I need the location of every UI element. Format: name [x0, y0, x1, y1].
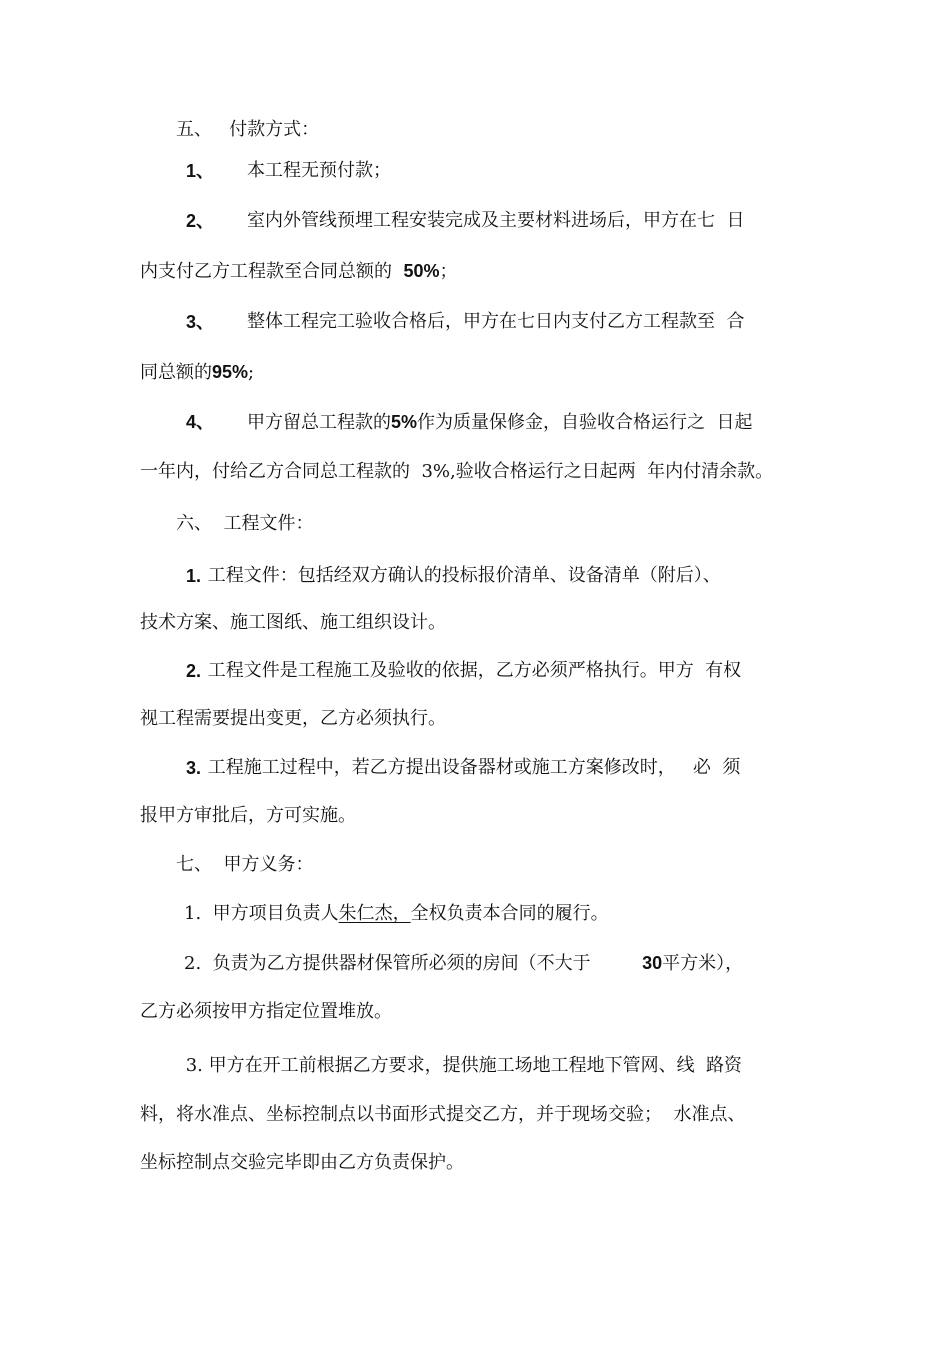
item-6-2-line-1: 工程文件是工程施工及验收的依据，乙方必须严格执行。甲方 有权 — [202, 660, 742, 681]
item-6-2-number: 2. — [186, 661, 202, 681]
item-6-3-line-2: 报甲方审批后，方可实施。 — [140, 805, 356, 826]
item-5-3-number: 3、 — [186, 312, 215, 332]
item-5-1-text: 本工程无预付款； — [247, 160, 391, 181]
section-6-title: 六、 工程文件： — [176, 513, 314, 534]
item-5-1-number: 1、 — [186, 161, 215, 181]
section-5-title: 五、 付款方式： — [176, 119, 320, 140]
item-7-2-line-2: 乙方必须按甲方指定位置堆放。 — [140, 1001, 392, 1022]
item-6-1-line-1: 工程文件：包括经双方确认的投标报价清单、设备清单（附后）、 — [202, 565, 721, 586]
item-5-3-line-2: 同总额的95%; — [140, 362, 255, 383]
item-7-3-line-2: 料，将水准点、坐标控制点以书面形式提交乙方，并于现场交验； 水准点、 — [140, 1104, 746, 1125]
item-7-1: 1. 甲方项目负责人朱仁杰，全权负责本合同的履行。 — [184, 903, 609, 924]
item-7-3-line-1: 3. 甲方在开工前根据乙方要求，提供施工场地工程地下管网、线 路资 — [180, 1055, 743, 1076]
item-6-3-line-1: 工程施工过程中，若乙方提出设备器材或施工方案修改时， 必 须 — [202, 757, 741, 778]
section-7-title: 七、 甲方义务： — [176, 854, 314, 875]
item-7-3-line-3: 坐标控制点交验完毕即由乙方负责保护。 — [140, 1152, 464, 1173]
item-6-2-line-2: 视工程需要提出变更，乙方必须执行。 — [140, 708, 446, 729]
item-5-2-line-2: 内支付乙方工程款至合同总额的 50%； — [140, 261, 458, 282]
item-6-1-number: 1. — [186, 566, 202, 586]
item-5-4-line-1: 甲方留总工程款的5%作为质量保修金，自验收合格运行之 日起 — [247, 412, 753, 433]
item-5-3-line-1: 整体工程完工验收合格后，甲方在七日内支付乙方工程款至 合 — [247, 311, 745, 332]
item-6-3-number: 3. — [186, 758, 202, 778]
item-6-1-line-2: 技术方案、施工图纸、施工组织设计。 — [140, 612, 446, 633]
item-7-2-line-1: 2. 负责为乙方提供器材保管所必须的房间（不大于 30平方米）， — [184, 953, 744, 974]
responsible-person-name: 朱仁杰， — [338, 903, 411, 924]
item-5-2-line-1: 室内外管线预埋工程安装完成及主要材料进场后，甲方在七 日 — [247, 210, 745, 231]
item-5-2-number: 2、 — [186, 211, 215, 231]
item-5-4-line-2: 一年内，付给乙方合同总工程款的 3%,验收合格运行之日起两 年内付清余款。 — [140, 461, 774, 482]
item-5-4-number: 4、 — [186, 412, 215, 432]
